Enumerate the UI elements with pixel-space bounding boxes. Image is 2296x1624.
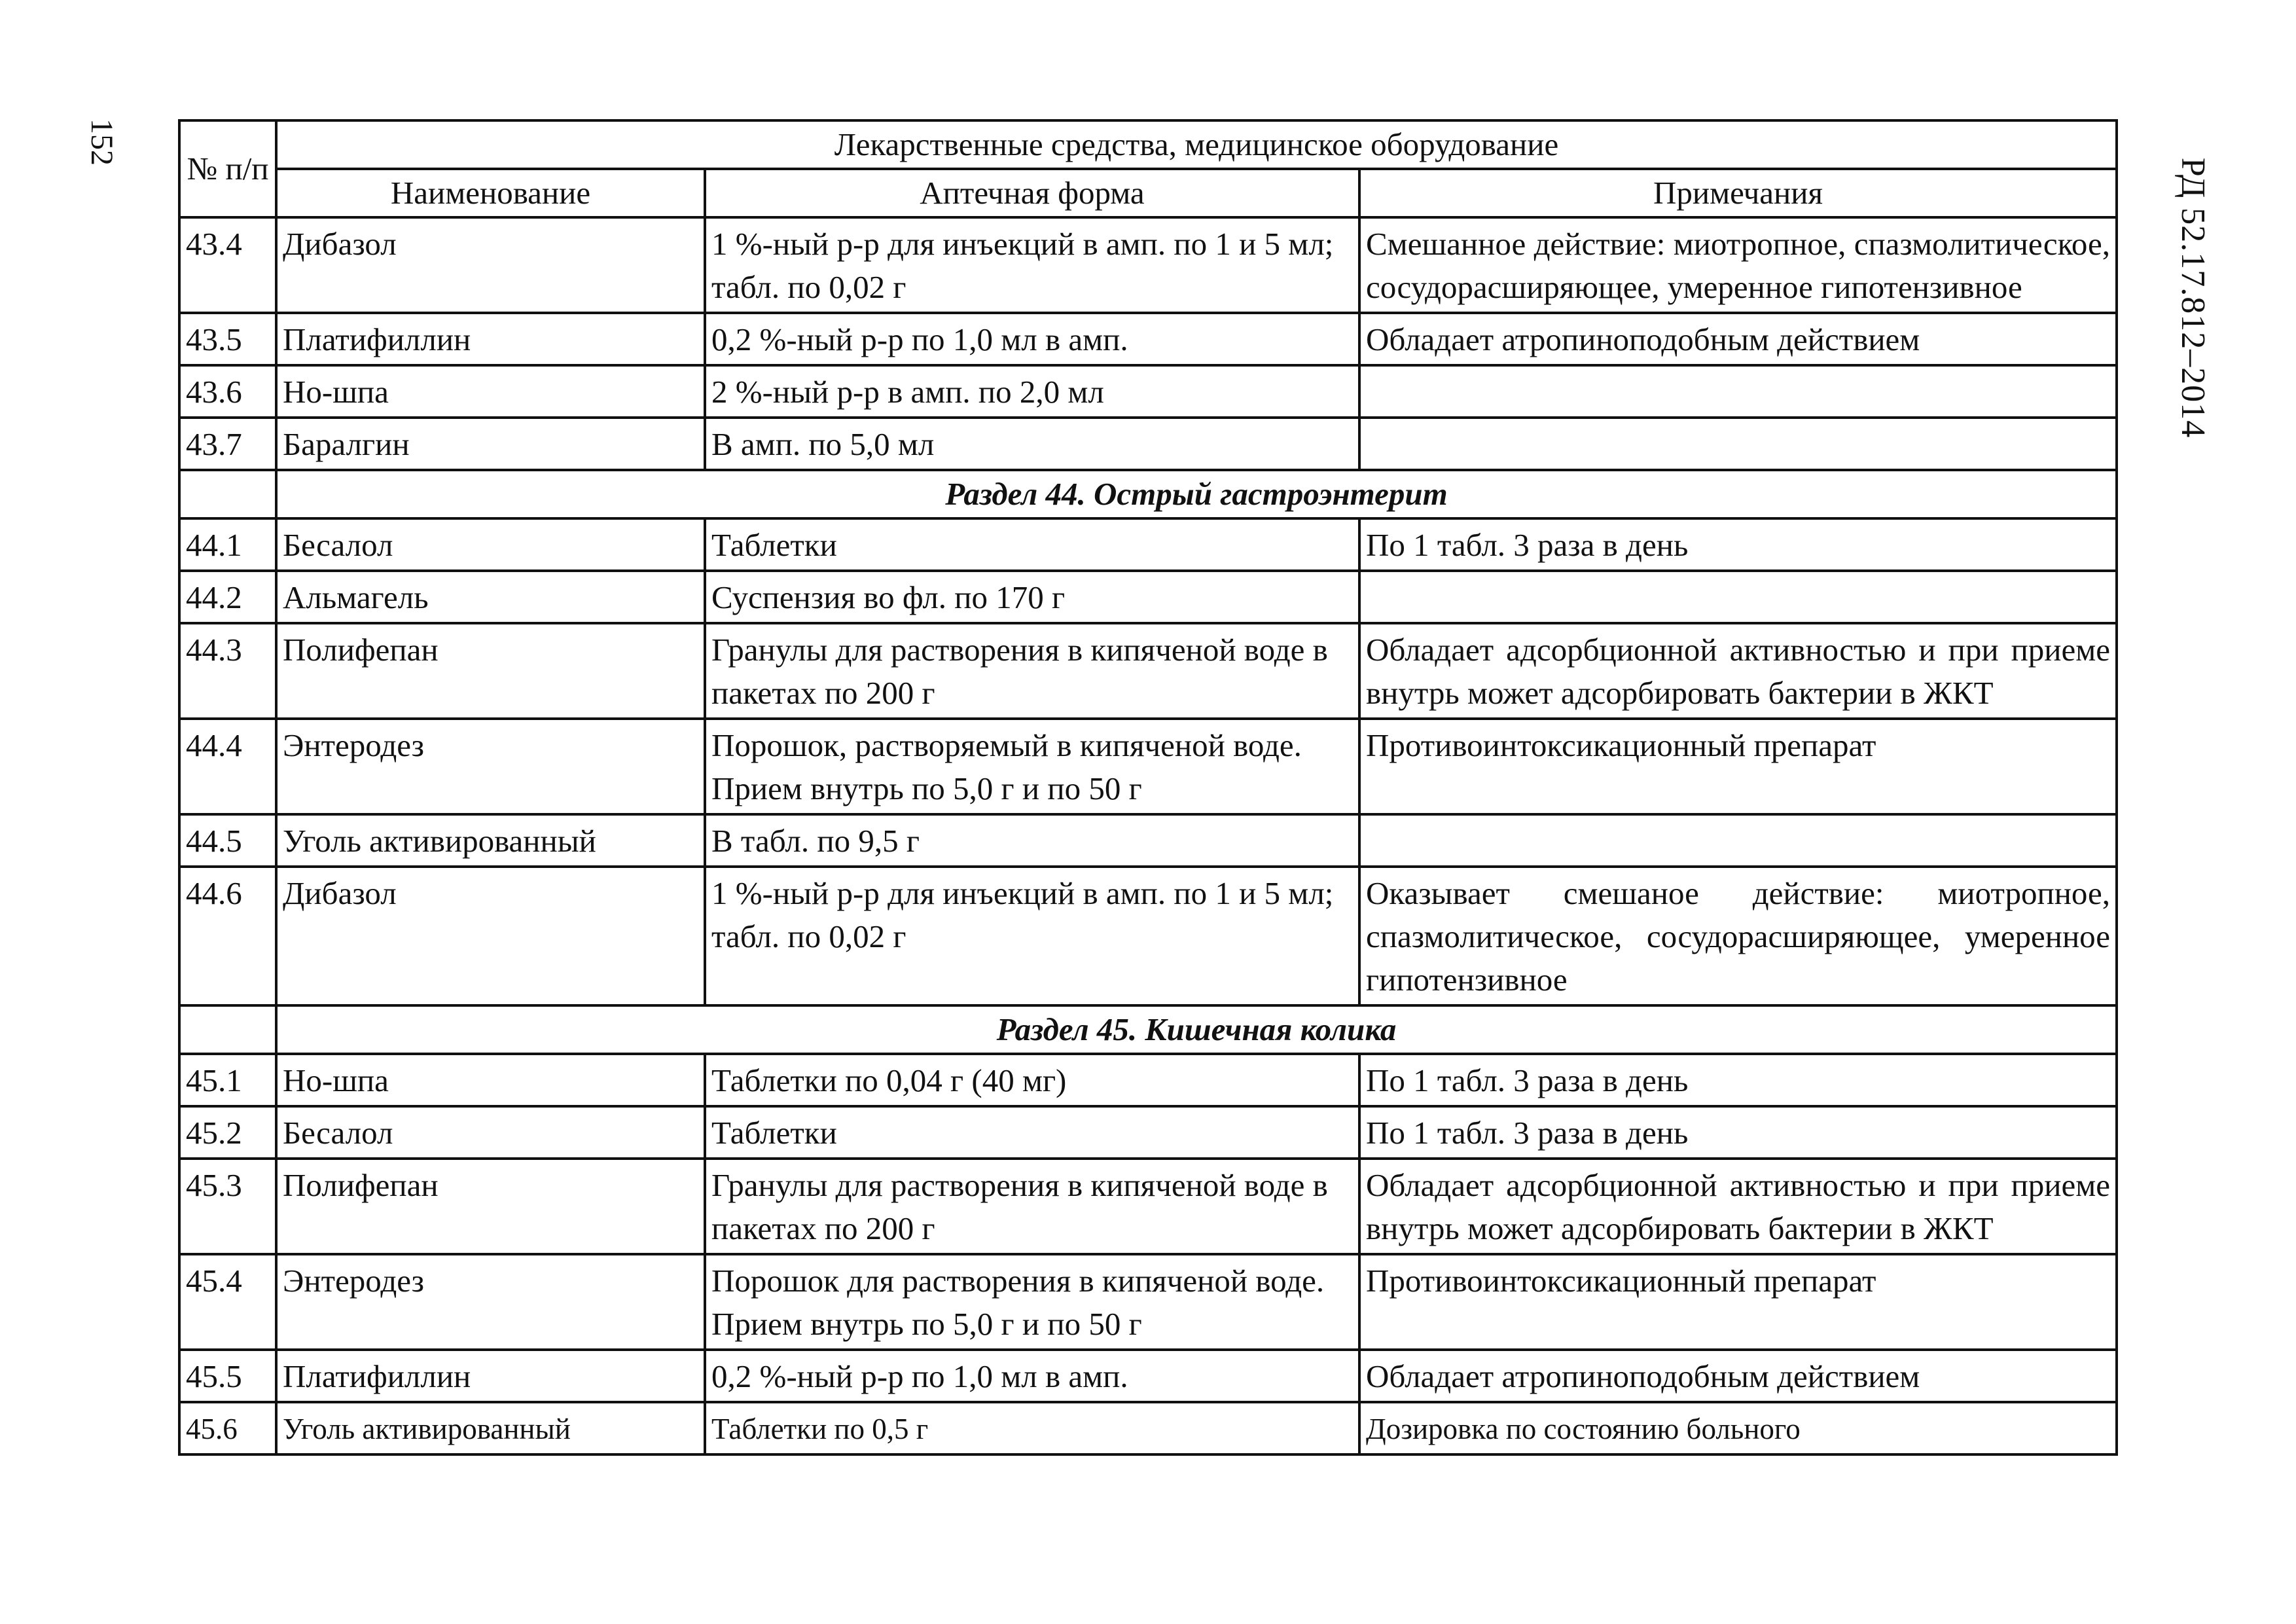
header-name: Наименование — [276, 169, 705, 217]
row-number: 43.6 — [179, 365, 276, 418]
note: Дозировка по состоянию больного — [1359, 1402, 2117, 1454]
row-number: 44.6 — [179, 867, 276, 1005]
table-row — [179, 814, 2117, 867]
pharmacy-form: Гранулы для растворения в кипяченой воде в пакетах по 200 г — [705, 1159, 1359, 1254]
row-number: 45.6 — [179, 1402, 276, 1454]
note — [1359, 814, 2117, 867]
note: Обладает адсорбционной активностью и при приеме внутрь может адсорбировать бактерии в ЖКТ — [1359, 1159, 2117, 1254]
note — [1359, 418, 2117, 470]
pharmacy-form: Гранулы для растворения в кипяченой воде в пакетах по 200 г — [705, 623, 1359, 719]
table-row — [179, 313, 2117, 365]
drug-name: Баралгин — [276, 418, 705, 470]
table-row — [179, 719, 2117, 814]
row-number: 45.1 — [179, 1054, 276, 1106]
row-number: 43.5 — [179, 313, 276, 365]
document-code: РД 52.17.812–2014 — [2174, 157, 2212, 439]
header-group: Лекарственные средства, медицинское оборудование — [276, 120, 2117, 169]
table-row — [179, 867, 2117, 1005]
header-form: Аптечная форма — [705, 169, 1359, 217]
pharmacy-form: В амп. по 5,0 мл — [705, 418, 1359, 470]
table-row — [179, 365, 2117, 418]
header-notes: Примечания — [1359, 169, 2117, 217]
row-number: 44.3 — [179, 623, 276, 719]
table-row — [179, 623, 2117, 719]
table-row — [179, 518, 2117, 571]
row-number: 45.4 — [179, 1254, 276, 1350]
row-number: 45.3 — [179, 1159, 276, 1254]
drug-name: Бесалол — [276, 1106, 705, 1159]
pharmacy-form: Таблетки по 0,04 г (40 мг) — [705, 1054, 1359, 1106]
drug-name: Но-шпа — [276, 1054, 705, 1106]
note — [1359, 365, 2117, 418]
table-row — [179, 418, 2117, 470]
row-number: 45.5 — [179, 1350, 276, 1402]
drug-name: Энтеродез — [276, 719, 705, 814]
pharmacy-form: Суспензия во фл. по 170 г — [705, 571, 1359, 623]
medicines-table — [178, 119, 2118, 1456]
section-row — [179, 470, 2117, 518]
row-number: 44.5 — [179, 814, 276, 867]
pharmacy-form: Таблетки по 0,5 г — [705, 1402, 1359, 1454]
pharmacy-form: 1 %-ный р-р для инъекций в амп. по 1 и 5 мл; табл. по 0,02 г — [705, 867, 1359, 1005]
drug-name: Но-шпа — [276, 365, 705, 418]
drug-name: Дибазол — [276, 867, 705, 1005]
drug-name: Уголь активированный — [276, 814, 705, 867]
table-row — [179, 1254, 2117, 1350]
note: Обладает атропиноподобным действием — [1359, 1350, 2117, 1402]
table-row — [179, 1402, 2117, 1454]
section-title: Раздел 45. Кишечная колика — [276, 1005, 2117, 1054]
row-number: 43.4 — [179, 217, 276, 313]
drug-name: Бесалол — [276, 518, 705, 571]
pharmacy-form: 0,2 %-ный р-р по 1,0 мл в амп. — [705, 1350, 1359, 1402]
drug-name: Дибазол — [276, 217, 705, 313]
section-title: Раздел 44. Острый гастроэнтерит — [276, 470, 2117, 518]
pharmacy-form: 0,2 %-ный р-р по 1,0 мл в амп. — [705, 313, 1359, 365]
pharmacy-form: Порошок, растворяемый в кипяченой воде. Прием внутрь по 5,0 г и по 50 г — [705, 719, 1359, 814]
section-number-cell — [179, 470, 276, 518]
table-row — [179, 1350, 2117, 1402]
section-number-cell — [179, 1005, 276, 1054]
drug-name: Полифепан — [276, 623, 705, 719]
row-number: 44.2 — [179, 571, 276, 623]
table-row — [179, 571, 2117, 623]
pharmacy-form: Порошок для растворения в кипяченой воде. Прием внутрь по 5,0 г и по 50 г — [705, 1254, 1359, 1350]
page-number: 152 — [84, 118, 119, 166]
pharmacy-form: Таблетки — [705, 518, 1359, 571]
drug-name: Альмагель — [276, 571, 705, 623]
note: Противоинтоксикационный препарат — [1359, 719, 2117, 814]
note: По 1 табл. 3 раза в день — [1359, 518, 2117, 571]
table-row — [179, 1054, 2117, 1106]
note: По 1 табл. 3 раза в день — [1359, 1054, 2117, 1106]
section-row — [179, 1005, 2117, 1054]
note: По 1 табл. 3 раза в день — [1359, 1106, 2117, 1159]
header-number: № п/п — [179, 120, 276, 217]
row-number: 44.1 — [179, 518, 276, 571]
note: Смешанное действие: миотропное, спазмолитическое, сосудорасширяющее, умеренное гипотензивное — [1359, 217, 2117, 313]
note: Противоинтоксикационный препарат — [1359, 1254, 2117, 1350]
drug-name: Платифиллин — [276, 313, 705, 365]
pharmacy-form: В табл. по 9,5 г — [705, 814, 1359, 867]
drug-name: Уголь активированный — [276, 1402, 705, 1454]
pharmacy-form: 2 %-ный р-р в амп. по 2,0 мл — [705, 365, 1359, 418]
table-body — [179, 217, 2117, 1454]
row-number: 43.7 — [179, 418, 276, 470]
row-number: 44.4 — [179, 719, 276, 814]
note: Оказывает смешаное действие: миотропное, спазмолитическое, сосудорасширяющее, умеренное гипотензивное — [1359, 867, 2117, 1005]
note: Обладает атропиноподобным действием — [1359, 313, 2117, 365]
table-header — [179, 120, 2117, 217]
note: Обладает адсорбционной активностью и при приеме внутрь может адсорбировать бактерии в ЖКТ — [1359, 623, 2117, 719]
pharmacy-form: 1 %-ный р-р для инъекций в амп. по 1 и 5 мл; табл. по 0,02 г — [705, 217, 1359, 313]
table-row — [179, 1106, 2117, 1159]
table-row — [179, 1159, 2117, 1254]
drug-name: Полифепан — [276, 1159, 705, 1254]
row-number: 45.2 — [179, 1106, 276, 1159]
note — [1359, 571, 2117, 623]
table-row — [179, 217, 2117, 313]
drug-name: Энтеродез — [276, 1254, 705, 1350]
pharmacy-form: Таблетки — [705, 1106, 1359, 1159]
drug-name: Платифиллин — [276, 1350, 705, 1402]
